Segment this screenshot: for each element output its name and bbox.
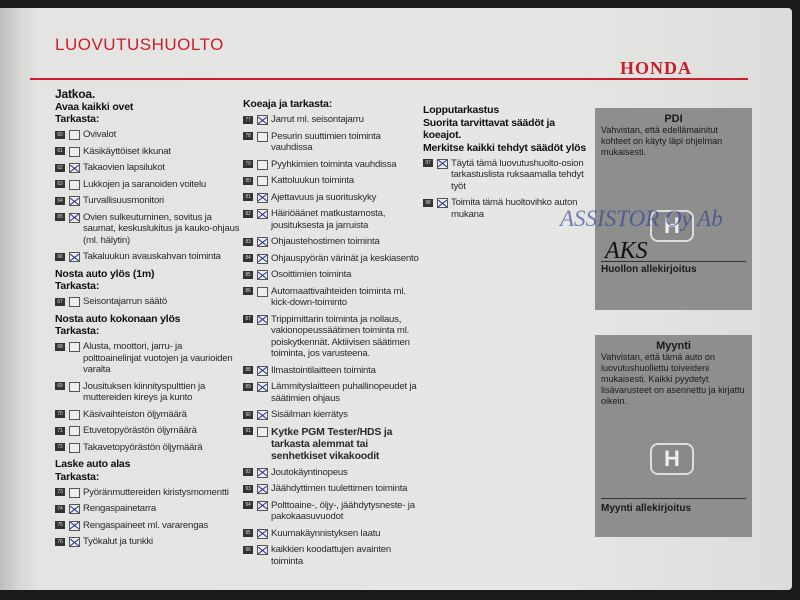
item-label: Jousituksen kiinnityspulttien ja muttereiden kireys ja kunto: [83, 380, 206, 403]
item-number: 84: [243, 254, 253, 262]
section-sub: Tarkasta:: [55, 325, 100, 337]
item-number: 77: [243, 116, 253, 124]
checklist-item: [55, 442, 240, 454]
item-label: Automaattivaihteiden toiminta ml. kick-down-toiminto: [271, 285, 406, 308]
checklist-item: [55, 341, 240, 376]
checklist-item: [55, 503, 240, 515]
title-divider: [30, 78, 748, 80]
checked-checkbox[interactable]: [69, 521, 80, 531]
checkbox[interactable]: [257, 176, 268, 186]
item-label: Kytke PGM Tester/HDS ja tarkasta alemmat tai senhetkiset vikakoodit: [271, 425, 393, 462]
section-heading: Lopputarkastus: [423, 104, 499, 116]
item-label: Ovivalot: [83, 129, 117, 140]
checklist-item: [55, 520, 240, 532]
checklist-item: [423, 158, 593, 193]
item-number: 73: [55, 488, 65, 496]
item-label: Polttoaine-, öljy-, jäähdytysneste- ja pakokaasuvuodot: [271, 499, 415, 522]
checked-checkbox[interactable]: [69, 252, 80, 262]
item-label: Kattoluukun toiminta: [271, 175, 354, 186]
section-heading: Nosta auto kokonaan ylös: [55, 312, 181, 325]
checkbox[interactable]: [69, 488, 80, 498]
checklist-item: [243, 208, 423, 231]
item-number: 62: [55, 164, 65, 172]
checklist: [55, 296, 240, 308]
checklist: [55, 341, 240, 453]
checkbox[interactable]: [257, 132, 268, 142]
checklist-item: [55, 146, 240, 158]
checklist: [55, 487, 240, 548]
item-label: Jarrut ml. seisontajarru: [271, 114, 364, 125]
item-number: 87: [243, 315, 253, 323]
checkbox[interactable]: [69, 147, 80, 157]
item-number: 63: [55, 180, 65, 188]
checked-checkbox[interactable]: [257, 529, 268, 539]
item-label: Pyyhkimien toiminta vauhdissa: [271, 158, 397, 170]
item-number: 72: [55, 443, 65, 451]
checklist-item: [55, 251, 240, 263]
item-number: 83: [243, 238, 253, 246]
item-label: Osoittimien toiminta: [271, 269, 352, 280]
checklist-item: [243, 544, 423, 567]
checklist: [243, 114, 423, 567]
item-label: Toimita tämä huoltovihko auton mukana: [451, 197, 578, 220]
section-heading: Laske auto alas: [55, 458, 131, 470]
pdi-title: PDI: [664, 113, 683, 125]
item-label: Työkalut ja tunkki: [83, 536, 153, 547]
item-label: Täytä tämä luovutushuolto-osion tarkastuslista ruksaamalla tehdyt työt: [451, 157, 584, 192]
checklist-item: [243, 131, 423, 154]
item-label: kaikkien koodattujen avainten toiminta: [271, 544, 392, 567]
myynti-title: Myynti: [656, 340, 691, 352]
item-number: 74: [55, 505, 65, 513]
checklist-item: [55, 195, 240, 207]
item-number: 70: [55, 410, 65, 418]
checklist-item: [55, 425, 240, 437]
checklist-item: [243, 467, 423, 479]
item-label: Häiriöäänet matkustamosta, jousituksesta ja jarruista: [271, 208, 386, 231]
item-label: Rengaspaineet ml. vararengas: [83, 519, 209, 531]
item-number: 80: [243, 177, 253, 185]
item-label: Turvallisuusmonitori: [83, 195, 164, 206]
checklist-item: [243, 114, 423, 126]
section-sub: Tarkasta:: [55, 470, 100, 483]
item-number: 78: [243, 132, 253, 140]
item-label: Seisontajarrun säätö: [83, 296, 167, 307]
checked-checkbox[interactable]: [69, 213, 80, 223]
section-sub: Merkitse kaikki tehdyt säädöt ylös: [423, 141, 587, 154]
item-number: 92: [243, 468, 253, 476]
item-label: Joutokäyntinopeus: [271, 466, 348, 478]
checked-checkbox[interactable]: [257, 315, 268, 325]
checklist-item: [243, 192, 423, 204]
item-number: 93: [243, 485, 253, 493]
item-number: 96: [243, 546, 253, 554]
item-label: Lukkojen ja saranoiden voitelu: [83, 178, 207, 190]
checklist-item: [243, 159, 423, 171]
checked-checkbox[interactable]: [257, 237, 268, 247]
handwritten-signature: AKS: [605, 238, 648, 264]
section-heading: Nosta auto ylös (1m): [55, 267, 155, 280]
checklist-item: [55, 487, 240, 499]
item-number: 86: [243, 287, 253, 295]
item-label: Trippimittarin toiminta ja nollaus, vakionopeussäätimen toiminta ml. poiskytkennät. Aktiivisen säätimen toiminta, jos varusteena.: [271, 313, 410, 359]
checked-checkbox[interactable]: [437, 198, 448, 208]
item-number: 69: [55, 382, 65, 390]
item-label: Käsikäyttöiset ikkunat: [83, 145, 171, 157]
item-label: Etuvetopyörästön öljymäärä: [83, 425, 197, 436]
section-sub: Suorita tarvittavat säädöt ja koeajot.: [423, 116, 555, 141]
myynti-panel: [595, 335, 752, 537]
item-number: 85: [243, 271, 253, 279]
column-1: [55, 88, 240, 553]
checkbox[interactable]: [257, 160, 268, 170]
item-label: Kuumakäynnistyksen laatu: [271, 527, 381, 539]
item-number: 65: [55, 213, 65, 221]
checklist-item: [243, 483, 423, 495]
checklist-item: [243, 528, 423, 540]
checkbox[interactable]: [69, 130, 80, 140]
item-label: Pyöränmuttereiden kiristysmomentti: [83, 486, 229, 498]
item-number: 82: [243, 210, 253, 218]
checklist-item: [243, 253, 423, 265]
checked-checkbox[interactable]: [257, 270, 268, 280]
item-label: Takaovien lapsilukot: [83, 162, 165, 173]
item-label: Alusta, moottori, jarru- ja polttoainelinjat vuotojen ja vaurioiden varalta: [83, 341, 233, 375]
item-number: 68: [55, 343, 65, 351]
item-number: 64: [55, 197, 65, 205]
checklist-item: [243, 175, 423, 187]
checklist: [55, 129, 240, 263]
checklist-item: [243, 500, 423, 523]
item-number: 98: [423, 199, 433, 207]
item-number: 67: [55, 298, 65, 306]
item-label: Ajettavuus ja suorituskyky: [271, 191, 377, 203]
checklist-item: [55, 129, 240, 141]
checked-checkbox[interactable]: [257, 366, 268, 376]
checklist-item: [243, 286, 423, 309]
checkbox[interactable]: [69, 426, 80, 436]
checklist-item: [55, 179, 240, 191]
checkbox[interactable]: [69, 297, 80, 307]
item-label: Käsivaihteiston öljymäärä: [83, 408, 187, 420]
item-label: Sisäilman kierrätys: [271, 409, 348, 420]
section-heading: Avaa kaikki ovet: [55, 100, 134, 113]
checked-checkbox[interactable]: [257, 501, 268, 511]
item-number: 88: [243, 366, 253, 374]
item-label: Ilmastointilaitteen toiminta: [271, 364, 376, 376]
continue-heading: Jatkoa.: [55, 87, 95, 101]
item-label: Rengaspainetarra: [83, 503, 157, 514]
checked-checkbox[interactable]: [69, 163, 80, 173]
page-title: LUOVUTUSHUOLTO: [55, 35, 224, 54]
item-label: Ohjauspyörän värinät ja keskiasento: [271, 252, 419, 264]
checklist-item: [243, 365, 423, 377]
pdi-signature-label: Huollon allekirjoitus: [601, 264, 697, 275]
checklist-item: [243, 409, 423, 421]
checked-checkbox[interactable]: [257, 545, 268, 555]
signature-line[interactable]: [601, 498, 746, 499]
checklist-item: [243, 381, 423, 404]
honda-emblem-icon: [650, 443, 694, 475]
item-number: 81: [243, 193, 253, 201]
checked-checkbox[interactable]: [257, 193, 268, 203]
checklist-item: [243, 236, 423, 248]
checked-checkbox[interactable]: [69, 504, 80, 514]
checked-checkbox[interactable]: [69, 196, 80, 206]
checkbox[interactable]: [257, 287, 268, 297]
checklist-item: [55, 409, 240, 421]
section-sub: Tarkasta:: [55, 280, 100, 292]
checklist-item: [55, 536, 240, 548]
checked-checkbox[interactable]: [69, 537, 80, 547]
checklist-item: [55, 381, 240, 404]
item-label: Ohjaustehostimen toiminta: [271, 236, 380, 247]
dealer-stamp: ASSISTOR Oy Ab: [560, 206, 723, 231]
checkbox[interactable]: [69, 180, 80, 190]
item-label: Pesurin suuttimien toiminta vauhdissa: [271, 130, 381, 153]
checklist-item: [55, 296, 240, 308]
item-number: 66: [55, 253, 65, 261]
checklist-item: [243, 426, 423, 462]
item-number: 97: [423, 159, 433, 167]
myynti-signature-label: Myynti allekirjoitus: [601, 503, 692, 514]
checked-checkbox[interactable]: [257, 382, 268, 392]
pdi-text: Vahvistan, että edellämainitut kohteet on käyty läpi ohjelman mukaisesti.: [601, 125, 723, 157]
item-number: 71: [55, 427, 65, 435]
myynti-text: Vahvistan, että tämä auto on luovutushuollettu toiveideni mukaisesti. Kaikki pyydetyt lisävarusteet on asennettu ja kirjattu oikein.: [601, 352, 745, 406]
item-number: 60: [55, 131, 65, 139]
checked-checkbox[interactable]: [257, 484, 268, 494]
checklist-item: [243, 314, 423, 360]
item-number: 61: [55, 147, 65, 155]
item-number: 89: [243, 383, 253, 391]
item-label: Ovien sulkeutuminen, sovitus ja saumat, keskuslukitus ja kauko-ohjaus (ml. hälytin): [83, 211, 240, 246]
checklist-item: [55, 162, 240, 174]
checked-checkbox[interactable]: [257, 209, 268, 219]
checked-checkbox[interactable]: [437, 159, 448, 169]
checked-checkbox[interactable]: [257, 254, 268, 264]
column-2: [243, 98, 423, 572]
item-label: Takavetopyörästön öljymäärä: [83, 441, 203, 453]
item-label: Takaluukun avauskahvan toiminta: [83, 251, 221, 262]
item-number: 76: [55, 538, 65, 546]
section-sub: Tarkasta:: [55, 113, 100, 125]
checked-checkbox[interactable]: [257, 115, 268, 125]
checkbox[interactable]: [69, 382, 80, 392]
item-number: 75: [55, 521, 65, 529]
item-number: 91: [243, 427, 253, 435]
honda-logo: HONDA: [620, 58, 692, 78]
item-number: 95: [243, 529, 253, 537]
item-number: 94: [243, 501, 253, 509]
checked-checkbox[interactable]: [257, 468, 268, 478]
checkbox[interactable]: [69, 410, 80, 420]
checkbox[interactable]: [257, 427, 268, 437]
item-label: Lämmityslaitteen puhallinopeudet ja säätimien ohjaus: [271, 381, 417, 404]
checkbox[interactable]: [69, 342, 80, 352]
section-heading: Koeaja ja tarkasta:: [243, 98, 332, 110]
booklet-page: [0, 8, 792, 590]
checklist-item: [55, 212, 240, 247]
item-label: Jäähdyttimen tuulettimen toiminta: [271, 483, 408, 494]
checked-checkbox[interactable]: [257, 410, 268, 420]
item-number: 90: [243, 411, 253, 419]
checklist-item: [243, 269, 423, 281]
checkbox[interactable]: [69, 443, 80, 453]
item-number: 79: [243, 160, 253, 168]
